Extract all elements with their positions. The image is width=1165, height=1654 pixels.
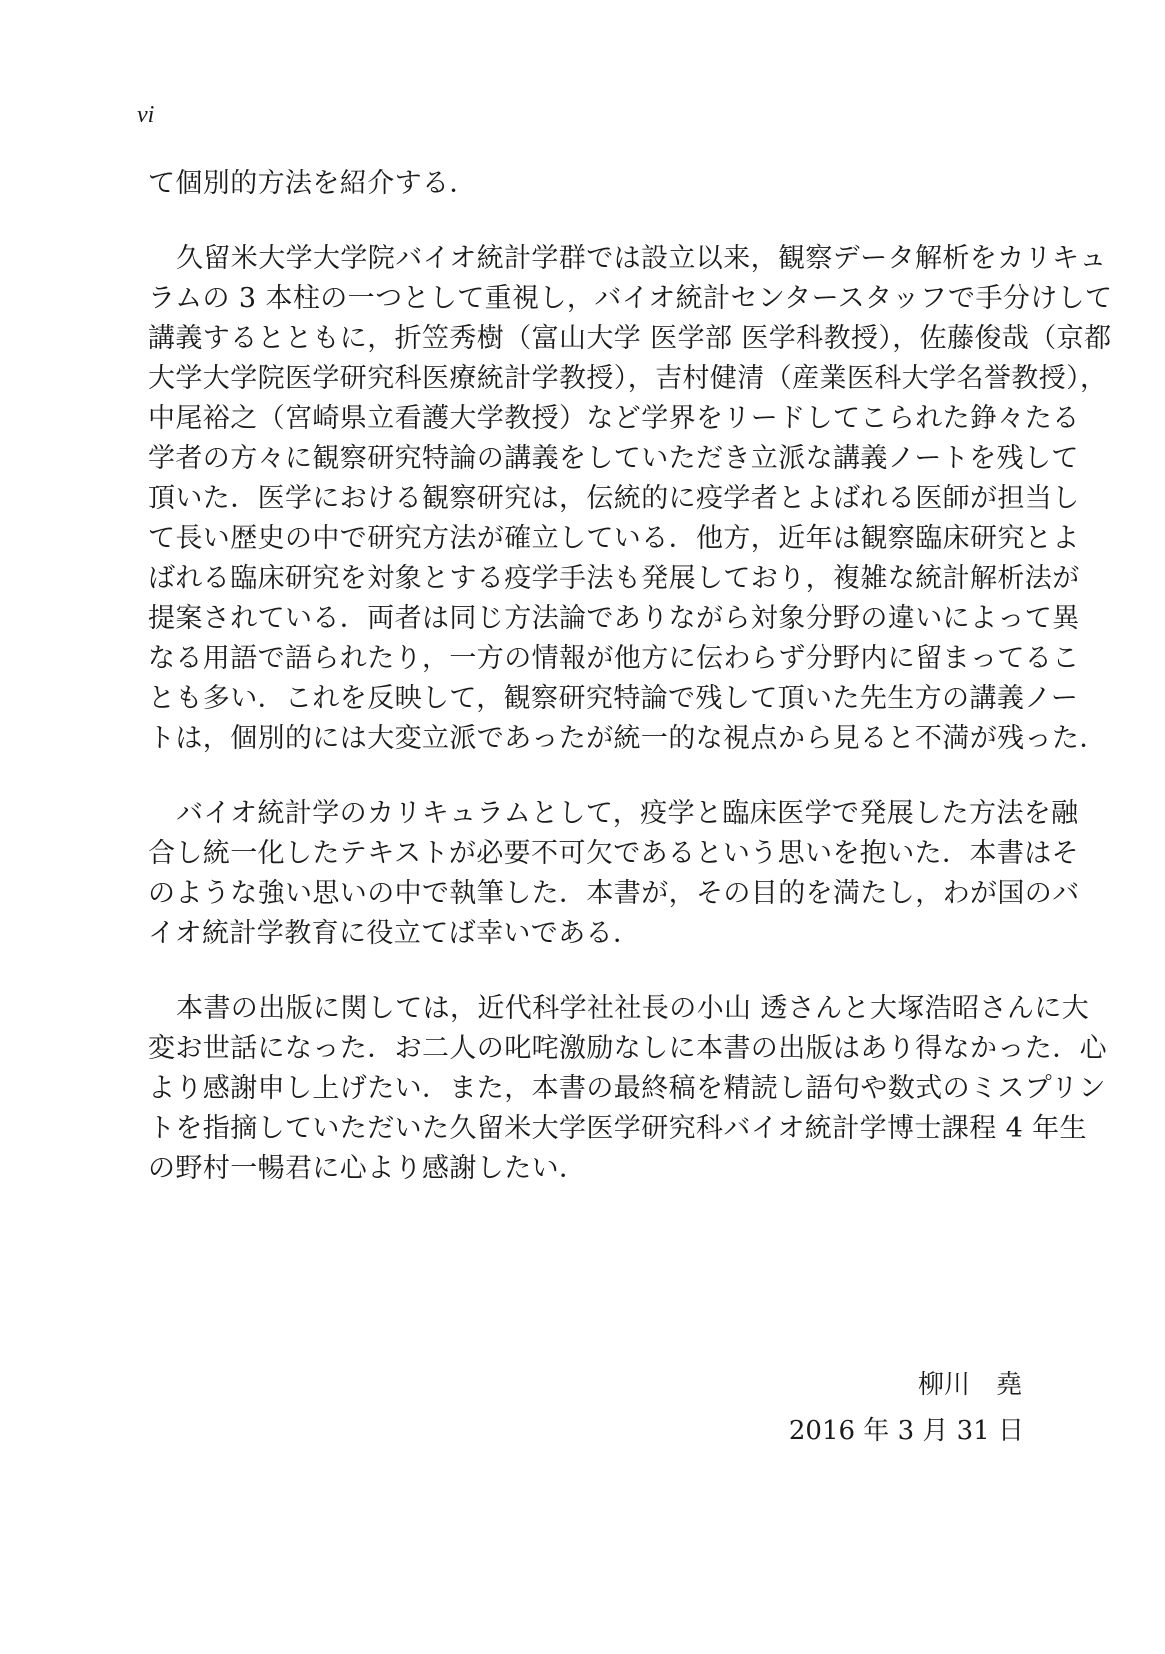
text-line: ラムの 3 本柱の一つとして重視し，バイオ統計センタースタッフで手分けして (148, 283, 1113, 314)
paragraph-gap (148, 954, 1028, 989)
text-line: バイオ統計学のカリキュラムとして，疫学と臨床医学で発展した方法を融 (176, 798, 1079, 829)
text-line: のような強い思いの中で執筆した．本書が，その目的を満たし，わが国のバ (148, 878, 1080, 909)
text-line: 久留米大学大学院バイオ統計学群では設立以来，観察データ解析をカリキュ (176, 243, 1107, 274)
text-line: て個別的方法を紹介する． (148, 168, 477, 199)
text-line: トを指摘していただいた久留米大学医学研究科バイオ統計学博士課程 4 年生 (148, 1113, 1087, 1144)
text-line: 中尾裕之（宮崎県立看護大学教授）など学界をリードしてこられた錚々たる (148, 403, 1080, 434)
text-line: 提案されている．両者は同じ方法論でありながら対象分野の違いによって異 (148, 603, 1080, 634)
text-line: 学者の方々に観察研究特論の講義をしていただき立派な講義ノートを残して (148, 443, 1079, 474)
paragraph-gap (148, 759, 1028, 794)
page-number: vi (137, 102, 155, 128)
text-line: 変お世話になった．お二人の叱咤激励なしに本書の出版はあり得なかった．心 (148, 1033, 1107, 1064)
text-line: の野村一暢君に心より感謝したい． (148, 1153, 587, 1184)
text-line: ばれる臨床研究を対象とする疫学手法も発展しており，複雑な統計解析法が (148, 563, 1080, 594)
text-line: とも多い．これを反映して，観察研究特論で残して頂いた先生方の講義ノー (148, 683, 1079, 714)
preface-body (148, 164, 1113, 1189)
text-line: 大学大学院医学研究科医療統計学教授），吉村健清（産業医科大学名誉教授）， (148, 363, 1108, 394)
text-line: 本書の出版に関しては，近代科学社社長の小山 透さんと大塚浩昭さんに大 (176, 993, 1090, 1024)
text-line: より感謝申し上げたい．また，本書の最終稿を精読し語句や数式のミスプリン (148, 1073, 1106, 1104)
paragraph-gap (148, 204, 1028, 239)
paragraph (148, 164, 1028, 204)
text-line: 合し統一化したテキストが必要不可欠であるという思いを抱いた．本書はそ (148, 838, 1080, 869)
text-line: イオ統計学教育に役立てば幸いである． (148, 918, 641, 949)
text-line: 頂いた．医学における観察研究は，伝統的に疫学者とよばれる医師が担当し (148, 483, 1080, 514)
paragraph (148, 794, 1080, 954)
text-line: なる用語で語られたり，一方の情報が他方に伝わらず分野内に留まってるこ (148, 643, 1080, 674)
author-name: 柳川 堯 (917, 1370, 1022, 1400)
paragraph (148, 989, 1107, 1189)
signature-date: 2016 年 3 月 31 日 (788, 1416, 1024, 1446)
text-line: トは，個別的には大変立派であったが統一的な視点から見ると不満が残った． (148, 723, 1107, 754)
paragraph (148, 239, 1113, 759)
text-line: 講義するとともに，折笠秀樹（富山大学 医学部 医学科教授），佐藤俊哉（京都 (148, 323, 1112, 354)
text-line: て長い歴史の中で研究方法が確立している．他方，近年は観察臨床研究とよ (148, 523, 1080, 554)
